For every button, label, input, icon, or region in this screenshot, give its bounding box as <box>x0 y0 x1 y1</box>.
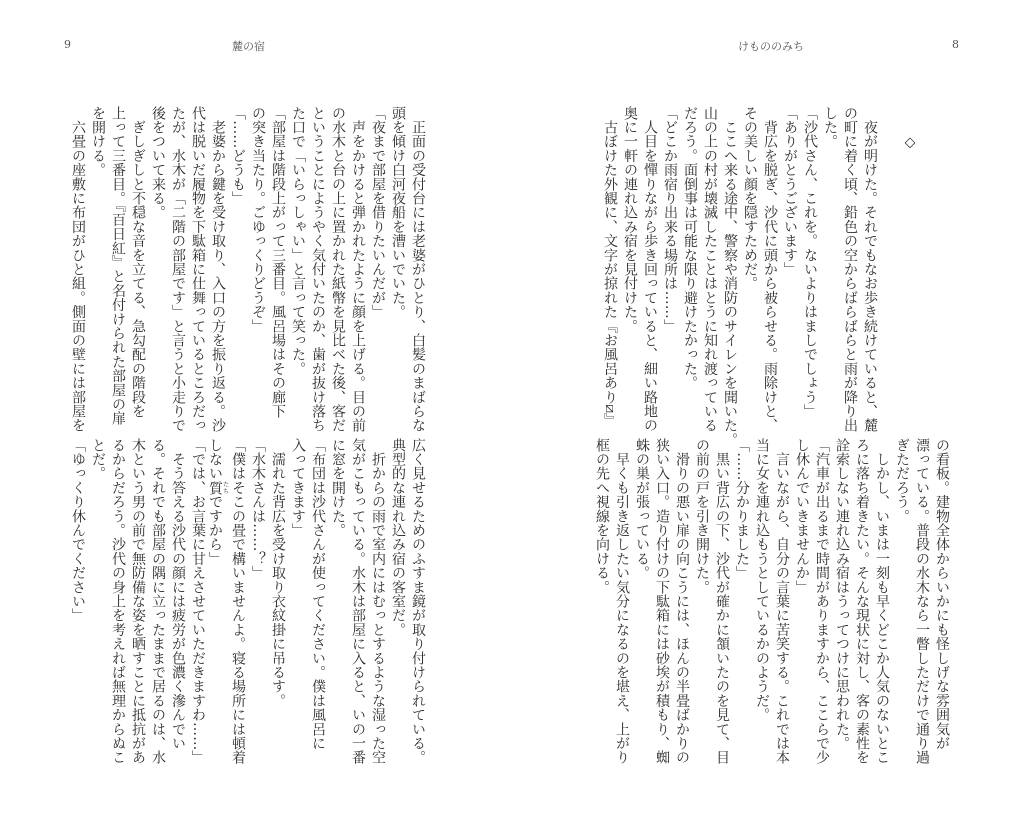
text-line: ろに落ち着きたい。そんな現状に対し、客の素性を <box>854 438 870 765</box>
text-line: 漂っている。普段の水木なら一瞥しただけで通り過 <box>914 438 930 765</box>
page-number-right: 8 <box>952 38 959 51</box>
text-block-upper-left <box>68 106 428 436</box>
text-line: の水木と台の上に置かれた紙幣を見比べた後、客だ <box>330 106 346 433</box>
text-line: その美しい顔を隠すためだ。 <box>742 106 758 291</box>
text-line: した。 <box>822 106 838 149</box>
text-line: 六畳の座敷に布団がひと組。側面の壁には部屋を <box>70 106 86 433</box>
text-line: 狭い入口。造り付けの下駄箱には砂埃が積もり、蜘 <box>654 438 670 765</box>
text-line: 上って三番目。『百日紅』と名付けられた部屋の扉 <box>110 106 126 426</box>
text-line: 滑りの悪い扉の向こうには、ほんの半畳ばかりの <box>674 438 690 765</box>
text-line: 「……どうも」 <box>230 106 246 206</box>
text-line: 詮索しない連れ込み宿はうってつけに思われた。 <box>834 438 850 751</box>
text-line: の看板。建物全体からいかにも怪しげな雰囲気が <box>934 438 950 751</box>
text-line: 濡れた背広を受け取り衣紋掛に吊るす。 <box>270 438 286 708</box>
text-line: 「汽車が出るまで時間がありますから、ここらで少 <box>814 438 830 765</box>
text-line: 「布団は沙代さんが使ってください。僕は風呂に <box>310 438 326 751</box>
text-line: し休んでいきませんか」 <box>794 438 810 595</box>
text-line: に窓を開けた。 <box>330 438 346 538</box>
text-line: 「では、お言葉に甘えさせていただきますわ……」 <box>190 438 206 765</box>
text-line: 框の先へ視線を向ける。 <box>594 438 610 595</box>
text-block-lower-left <box>68 438 428 768</box>
text-line: の突き当たり。ごゆっくりどうぞ」 <box>250 106 266 334</box>
text-line: 入ってきます」 <box>290 438 306 538</box>
text-line: 「……分かりました」 <box>734 438 750 580</box>
text-line: 声をかけると弾かれたように顔を上げる。目の前 <box>350 106 366 433</box>
text-line: しかし、いまは一刻も早くどこか人気のないとこ <box>874 438 890 765</box>
text-line: そう答える沙代の顔には疲労が色濃く滲んでい <box>170 438 186 751</box>
text-line: た口で「いらっしゃい」と言って笑った。 <box>290 106 306 376</box>
text-line: しない質たちですから」 <box>207 438 229 566</box>
text-line: とだ。 <box>90 438 106 481</box>
text-line: の前の戸を引き開けた。 <box>694 438 710 595</box>
text-line: 代は脱いだ履物を下駄箱に仕舞っているところだっ <box>190 106 206 433</box>
text-line: 「夜まで部屋を借りたいんだが」 <box>370 106 386 319</box>
text-line: 「水木さんは……？」 <box>250 438 266 580</box>
text-line: 気がこもっている。水木は部屋に入ると、いの一番 <box>350 438 366 765</box>
text-line: ◇ <box>902 106 918 151</box>
text-line: 言いながら、自分の言葉に苦笑する。これでは本 <box>774 438 790 765</box>
text-line: 「沙代さん、これを。ないよりはましでしょう」 <box>802 106 818 419</box>
text-line: 人目を憚りながら歩き回っていると、細い路地の <box>642 106 658 433</box>
text-line: たが、水木が「二階の部屋です」と言うと小走りで <box>170 106 186 433</box>
text-line: 頭を傾け白河夜船を漕いでいた。 <box>390 106 406 319</box>
text-line: 山の上の村が壊滅したことはとうに知れ渡っている <box>702 106 718 433</box>
text-line: 後をついて来る。 <box>150 106 166 220</box>
text-line: 夜が明けた。それでもなお歩き続けていると、麓 <box>862 106 878 433</box>
text-line: 老婆から鍵を受け取り、入口の方を振り返る。沙 <box>210 106 226 433</box>
running-title-left: 麓の宿 <box>232 40 265 53</box>
text-line: 折からの雨で室内にはむっとするような湿った空 <box>370 438 386 765</box>
text-line: るからだろう。沙代の身上を考えれば無理からぬこ <box>110 438 126 765</box>
text-line <box>880 106 900 436</box>
text-line: 木という男の前で無防備な姿を晒すことに抵抗があ <box>130 438 146 765</box>
page-number-left: 9 <box>64 38 71 51</box>
text-line: だろう。面倒事は可能な限り避けたかった。 <box>682 106 698 390</box>
text-line: 「ありがとうございます」 <box>782 106 798 277</box>
text-line: 背広を脱ぎ、沙代に頭から被らせる。雨除けと、 <box>762 106 778 433</box>
text-line: 「部屋は階段上がって三番目。風呂場はその廊下 <box>270 106 286 419</box>
text-block-upper-right <box>600 106 920 447</box>
running-title-right: けもののみち <box>738 40 804 53</box>
text-line: る。それでも部屋の隅に立ったままで居るのは、水 <box>150 438 166 765</box>
text-line: ここへ来る途中、警察や消防のサイレンを聞いた。 <box>722 106 738 447</box>
text-block-lower-right <box>592 438 952 768</box>
text-line: ぎしぎしと不穏な音を立てる、急勾配の階段を <box>130 106 146 419</box>
text-line: 正面の受付台には老婆がひとり、白髪のまばらな <box>410 106 426 433</box>
text-line: 黒い背広の下、沙代が確かに頷いたのを見て、目 <box>714 438 730 765</box>
text-line: 当に女を連れ込もうとしているかのようだ。 <box>754 438 770 722</box>
text-line: 典型的な連れ込み宿の客室だ。 <box>390 438 406 637</box>
text-line: 早くも引き返したい気分になるのを堪え、上がり <box>614 438 630 765</box>
ruby-annotation: 質たち <box>207 480 229 495</box>
text-line: 古ぼけた外観に、文字が掠れた『お風呂あり⧄』 <box>602 106 618 428</box>
text-line: 「ゆっくり休んでください」 <box>70 438 86 623</box>
text-line: ぎただろう。 <box>894 438 910 524</box>
text-line: ということにようやく気付いたのか、歯が抜け落ち <box>310 106 326 433</box>
text-line: 蛛の巣が張っている。 <box>634 438 650 580</box>
text-line: 広く見せるためのふすま鏡が取り付けられている。 <box>410 438 426 765</box>
text-line: の町に着く頃、鉛色の空からばらばらと雨が降り出 <box>842 106 858 433</box>
text-line: 「どこか雨宿り出来る場所は……」 <box>662 106 678 334</box>
text-line: 「僕はそこの畳で構いませんよ。寝る場所には頓着 <box>230 438 246 765</box>
text-line: 奥に一軒の連れ込み宿を見付けた。 <box>622 106 638 334</box>
text-line: を開ける。 <box>90 106 106 177</box>
